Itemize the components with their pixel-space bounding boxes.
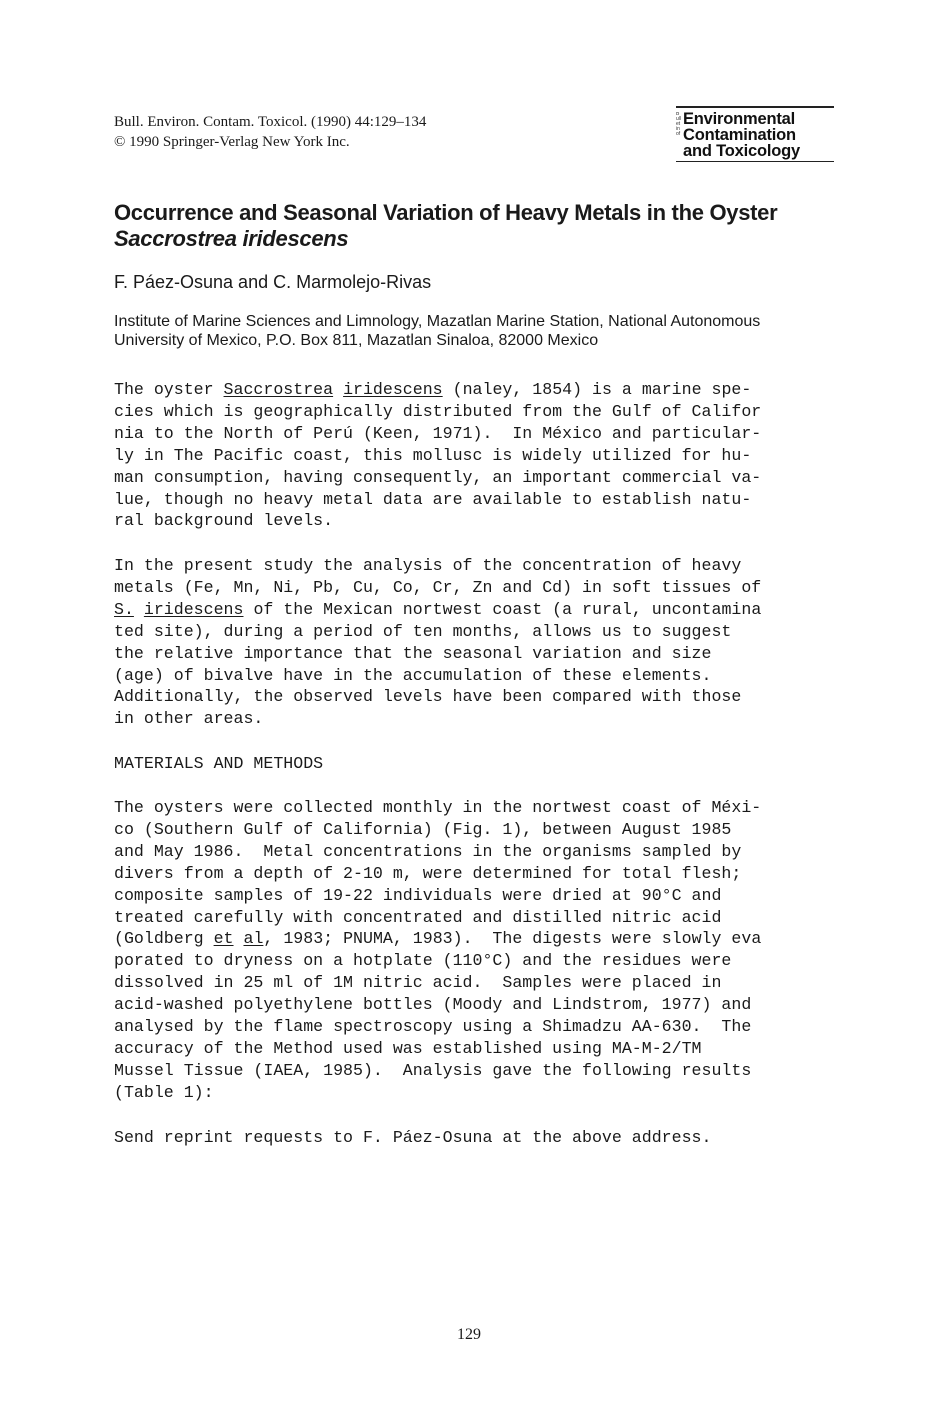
text-run: The oysters were collected monthly in the nortwest coast of Méxi- co (Southern Gulf of California) (Fig. 1), between August 1985 and May 1986. Metal concentrations in the organisms sampled by divers from a depth of 2-10 m, were determined for total flesh; composite samples of 19-22 individuals were dried at 90°C and treated carefully with concentrated and distilled nitric acid (Goldberg (114, 798, 762, 949)
paper-title (114, 200, 814, 252)
section-heading: MATERIALS AND METHODS (114, 754, 324, 773)
journal-logo-line: Environmental (683, 110, 796, 128)
text-run: , 1983; PNUMA, 1983). The digests were slowly eva porated to dryness on a hotplate (110°C) and the residues were dissolved in 25 ml of 1M nitric acid. Samples were placed in acid-washed polyethylene bottles (Moody and Lindstrom, 1977) and analysed by the flame spectroscopy using a Shimadzu AA-630. The accuracy of the Method used was established using MA-M-2/TM Mussel Tissue (IAEA, 1985). Analysis gave the following results (Table 1): (114, 929, 762, 1102)
body-paragraph (114, 379, 854, 532)
text-run: of the Mexican nortwest coast (a rural, uncontamina ted site), during a period of ten months, allows us to suggest the relative importance that the seasonal variation and size (age) of bivalve have in the accumulation of these elements. Additionally, the observed levels have been compared with those in other areas. (114, 599, 762, 729)
journal-logo-line: Contamination (683, 126, 796, 144)
affiliation: Institute of Marine Sciences and Limnology, Mazatlan Marine Station, National Autonomous University of Mexico, P.O. Box 811, Mazatlan Sinaloa, 82000 Mexico (114, 313, 761, 349)
journal-logo (676, 106, 834, 162)
page-number: 129 (457, 1326, 481, 1343)
citation-line: Bull. Environ. Contam. Toxicol. (1990) 44:129–134 (114, 114, 427, 130)
underlined-term: Saccrostrea (223, 380, 334, 399)
text-run (333, 380, 343, 399)
copyright-line: © 1990 Springer-Verlag New York Inc. (114, 134, 350, 150)
underlined-term: S. (114, 599, 134, 619)
underlined-term: iridescens (143, 599, 244, 619)
title-species-name: Saccrostrea iridescens (114, 226, 349, 251)
text-run (134, 600, 144, 619)
underlined-term: et (213, 929, 234, 949)
text-run: (naley, 1854) is a marine spe- cies which is geographically distributed from the Gulf of Califor nia to the North of Perú (Keen, 1971). In México and particular- ly in The Pacific coast, this mollusc is widely utilized for hu- man consumption, having consequently, an important commercial va- lue, though no heavy metal data are available to establish natu- ral background levels. (114, 380, 762, 531)
title-text: Occurrence and Seasonal Variation of Heavy Metals in the Oyster (114, 200, 778, 225)
text-run: The oyster (114, 380, 224, 399)
body-paragraph (114, 797, 854, 1104)
underlined-term: al (243, 929, 264, 949)
body-paragraph (114, 555, 854, 730)
journal-logo-line: and Toxicology (683, 142, 800, 160)
text-run: In the present study the analysis of the concentration of heavy metals (Fe, Mn, Ni, Pb, Cu, Co, Cr, Zn and Cd) in soft tissues of (114, 556, 762, 597)
text-run (234, 929, 244, 948)
reprint-note: Send reprint requests to F. Páez-Osuna at the above address. (114, 1128, 712, 1147)
underlined-term: iridescens (343, 380, 443, 399)
citation-block (114, 112, 426, 152)
author-list: F. Páez-Osuna and C. Marmolejo-Rivas (114, 272, 432, 292)
journal-logo-side-text: Bulletin of (676, 112, 681, 137)
